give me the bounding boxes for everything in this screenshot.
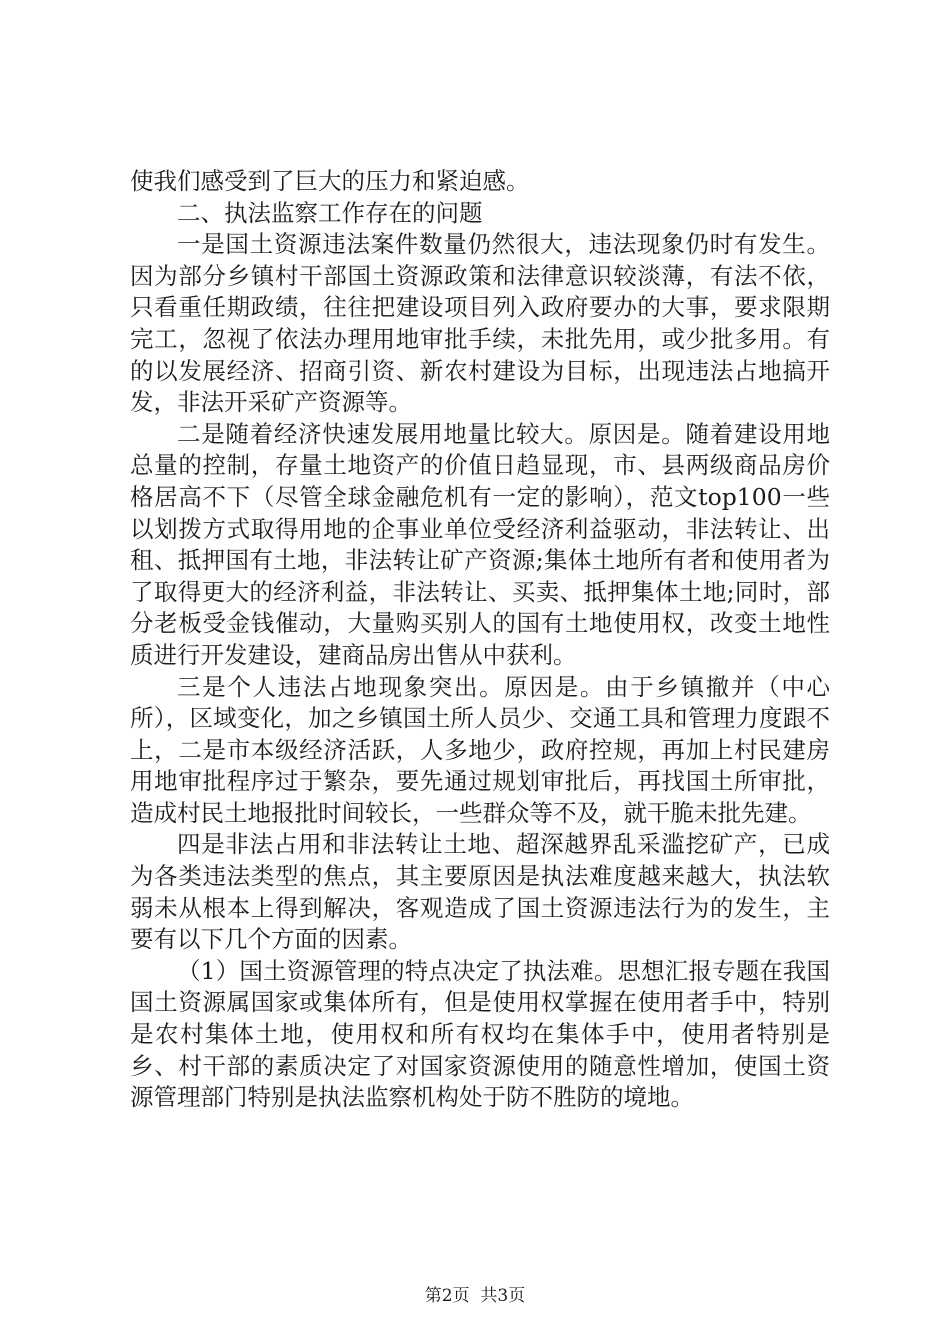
paragraph-3: 二是随着经济快速发展用地量比较大。原因是。随着建设用地总量的控制，存量土地资产的价值日趋显现，市、县两级商品房价格居高不下（尽管全球金融危机有一定的影响），范文top100一些以划拨方式取得用地的企事业单位受经济利益驱动，非法转让、出租、抵押国有土地，非法转让矿产资源;集体土地所有者和使用者为了取得更大的经济利益，非法转让、买卖、抵押集体土地;同时，部分老板受金钱催动，大量购买别人的国有土地使用权，改变土地性质进行开发建设，建商品房出售从中获利。 bbox=[130, 419, 830, 669]
paragraph-6: （1）国土资源管理的特点决定了执法难。思想汇报专题在我国国土资源属国家或集体所有，但是使用权掌握在使用者手中，特别是农村集体土地，使用权和所有权均在集体手中，使用者特别是乡、村干部的素质决定了对国家资源使用的随意性增加，使国土资源管理部门特别是执法监察机构处于防不胜防的境地。 bbox=[130, 956, 830, 1112]
document-body bbox=[130, 166, 830, 1114]
paragraph-4: 三是个人违法占地现象突出。原因是。由于乡镇撤并（中心所），区域变化，加之乡镇国土所人员少、交通工具和管理力度跟不上，二是市本级经济活跃，人多地少，政府控规，再加上村民建房用地审批程序过于繁杂，要先通过规划审批后，再找国土所审批，造成村民土地报批时间较长，一些群众等不及，就干脆未批先建。 bbox=[130, 672, 830, 827]
paragraph-1: 使我们感受到了巨大的压力和紧迫感。 bbox=[130, 167, 530, 195]
paragraph-2: 一是国土资源违法案件数量仍然很大，违法现象仍时有发生。因为部分乡镇村干部国土资源政策和法律意识较淡薄，有法不依，只看重任期政绩，往往把建设项目列入政府要办的大事，要求限期完工，忽视了依法办理用地审批手续，未批先用，或少批多用。有的以发展经济、招商引资、新农村建设为目标，出现违法占地搞开发，非法开采矿产资源等。 bbox=[130, 230, 830, 417]
page-number-footer: 第2页 共3页 bbox=[424, 1286, 526, 1306]
paragraph-5: 四是非法占用和非法转让土地、超深越界乱采滥挖矿产，已成为各类违法类型的焦点，其主要原因是执法难度越来越大，执法软弱未从根本上得到解决，客观造成了国土资源违法行为的发生，主要有以下几个方面的因素。 bbox=[130, 830, 830, 954]
section-heading: 二、执法监察工作存在的问题 bbox=[177, 198, 483, 227]
